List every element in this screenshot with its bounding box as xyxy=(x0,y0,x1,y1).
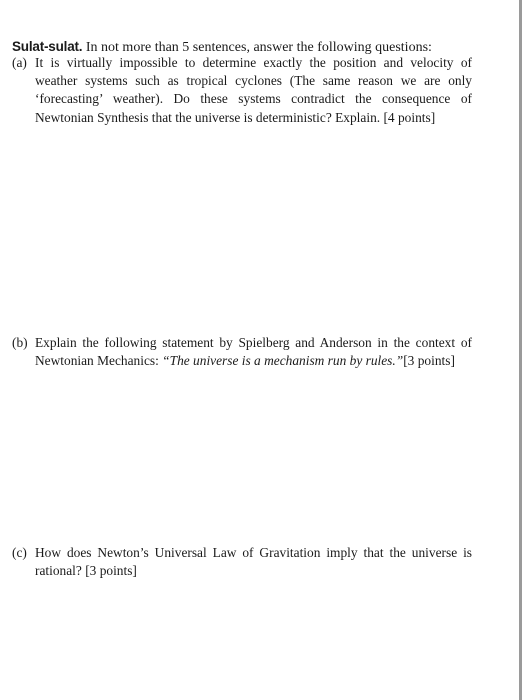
instruction-text: In not more than 5 sentences, answer the following questions: xyxy=(82,40,432,55)
question-b-text xyxy=(35,334,472,370)
question-b-prompt: Explain the following statement by Spielberg and Anderson in the context of Newtonian Mechanics: xyxy=(35,335,472,369)
question-b-letter: (b) xyxy=(12,335,28,350)
question-b xyxy=(12,334,472,370)
question-b-points: [3 points] xyxy=(403,353,455,369)
question-b-quote: “The universe is a mechanism run by rules.” xyxy=(162,353,404,369)
section-heading: Sulat-sulat. xyxy=(12,39,83,54)
question-a xyxy=(12,54,472,127)
question-c xyxy=(12,544,472,580)
question-a-text: It is virtually impossible to determine exactly the position and velocity of weather systems such as tropical cyclones (The same reason we are only ‘forecasting’ weather). Do these systems contradict the consequence of Newtonian Synthesis that the universe is deterministic? Explain. [4 points] xyxy=(35,55,472,125)
question-c-letter: (c) xyxy=(12,545,27,560)
question-a-letter: (a) xyxy=(12,55,27,70)
question-c-text: How does Newton’s Universal Law of Gravitation imply that the universe is rational? [3 points] xyxy=(35,545,472,579)
